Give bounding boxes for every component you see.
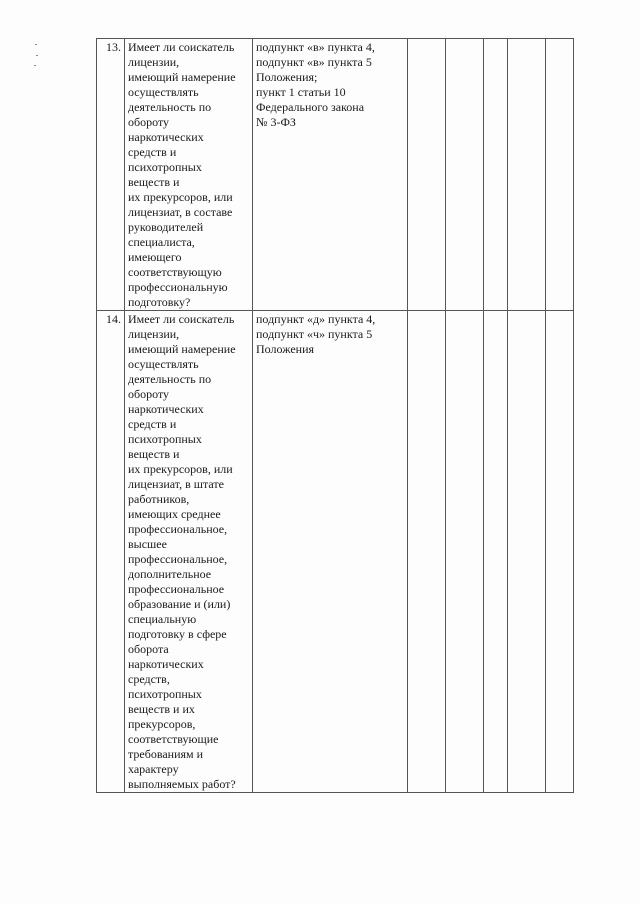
answer-cell-no[interactable] (446, 39, 484, 311)
row-number: 14. (97, 311, 125, 793)
answer-cell-yes[interactable] (408, 311, 446, 793)
answer-cell-yes[interactable] (408, 39, 446, 311)
answer-cell-na[interactable] (484, 39, 508, 311)
answer-cell-extra[interactable] (546, 311, 574, 793)
answer-cell-no[interactable] (446, 311, 484, 793)
answer-cell-extra[interactable] (546, 39, 574, 311)
answer-cell-na[interactable] (484, 311, 508, 793)
checklist-table (96, 38, 574, 793)
row-question: Имеет ли соискатель лицензии, имеющий намерение осуществлять деятельность по обороту наркотических средств и психотропных веществ и их прекурсоров, или лицензиат, в составе руководителей специалиста, имеющего соответствующую профессиональную подготовку? (125, 39, 253, 311)
table-row (97, 311, 574, 793)
row-legal-reference: подпункт «д» пункта 4, подпункт «ч» пункта 5 Положения (253, 311, 408, 793)
row-question: Имеет ли соискатель лицензии, имеющий намерение осуществлять деятельность по обороту наркотических средств и психотропных веществ и их прекурсоров, или лицензиат, в штате работников, имеющих среднее профессиональное, высшее профессиональное, дополнительное профессиональное образование и (или) специальную подготовку в сфере оборота наркотических средств, психотропных веществ и их прекурсоров, соответствующие требованиям и характеру выполняемых работ? (125, 311, 253, 793)
scan-marks (32, 42, 44, 72)
row-number: 13. (97, 39, 125, 311)
row-legal-reference: подпункт «в» пункта 4, подпункт «в» пункта 5 Положения; пункт 1 статьи 10 Федерального закона № 3-ФЗ (253, 39, 408, 311)
answer-cell-note[interactable] (508, 39, 546, 311)
table-row (97, 39, 574, 311)
answer-cell-note[interactable] (508, 311, 546, 793)
